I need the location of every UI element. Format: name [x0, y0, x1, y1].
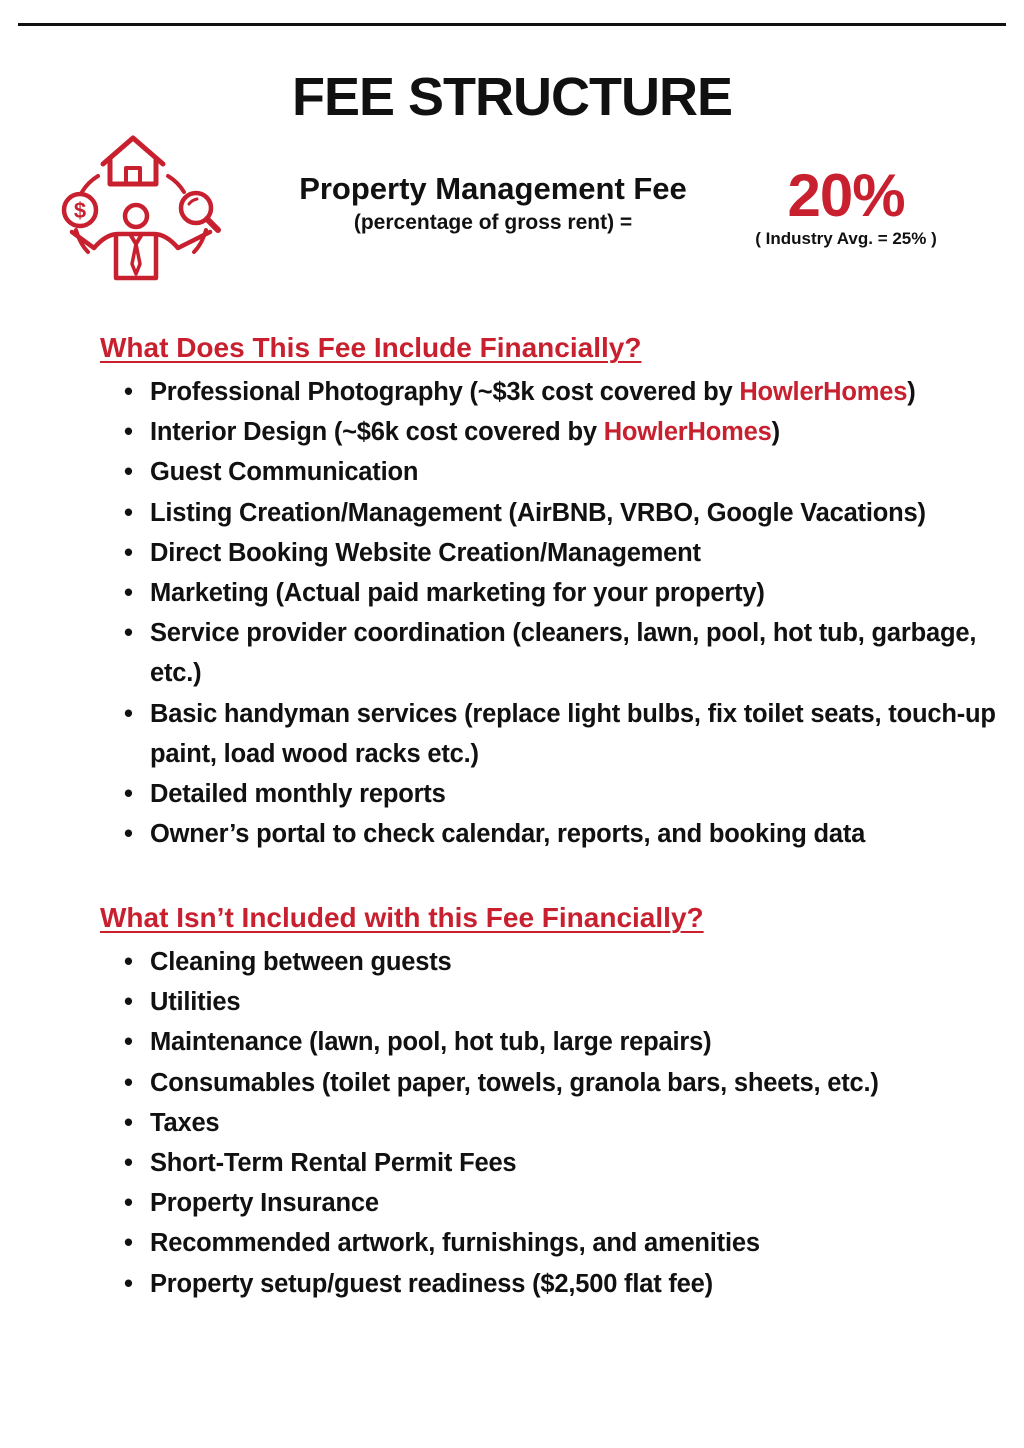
fee-label-title: Property Management Fee	[299, 171, 687, 206]
list-item: • Professional Photography (~$3k cost covered by HowlerHomes)	[120, 372, 1020, 412]
fee-percentage: 20%	[787, 162, 905, 229]
list-item: • Recommended artwork, furnishings, and amenities	[120, 1223, 880, 1263]
house-icon	[103, 138, 163, 184]
included-heading: What Does This Fee Include Financially?	[100, 332, 642, 363]
brand-name: HowlerHomes	[603, 418, 772, 447]
list-item: • Cleaning between guests	[120, 942, 880, 982]
list-item: • Consumables (toilet paper, towels, granola bars, sheets, etc.)	[120, 1063, 880, 1103]
list-item: • Interior Design (~$6k cost covered by HowlerHomes)	[120, 412, 1020, 452]
list-item: • Utilities	[120, 982, 880, 1022]
excluded-heading: What Isn’t Included with this Fee Financially?	[100, 902, 704, 933]
excluded-list	[120, 942, 880, 1304]
list-item: • Direct Booking Website Creation/Management	[120, 533, 1020, 573]
dollar-coin-icon	[64, 194, 96, 226]
list-item: • Short-Term Rental Permit Fees	[120, 1143, 880, 1183]
list-item: • Property Insurance	[120, 1183, 880, 1223]
fee-label-subtitle: (percentage of gross rent) =	[353, 211, 633, 234]
list-item: • Marketing (Actual paid marketing for your property)	[120, 573, 1020, 613]
page-title: FEE STRUCTURE	[291, 67, 732, 127]
included-list	[120, 372, 1020, 854]
list-item: • Listing Creation/Management (AirBNB, VRBO, Google Vacations)	[120, 493, 1020, 533]
top-divider	[18, 23, 1006, 26]
list-item: • Basic handyman services (replace light bulbs, fix toilet seats, touch-up paint, load wood racks etc.)	[120, 694, 1020, 774]
property-manager-icon	[58, 134, 224, 284]
list-item: • Property setup/guest readiness ($2,500 flat fee)	[120, 1264, 880, 1304]
list-item: • Detailed monthly reports	[120, 774, 1020, 814]
industry-average: ( Industry Avg. = 25% )	[755, 229, 937, 248]
brand-name: HowlerHomes	[739, 378, 908, 406]
list-item: • Guest Communication	[120, 452, 1020, 492]
fee-value-block	[726, 164, 966, 250]
svg-text:$: $	[73, 198, 87, 223]
list-item: • Owner’s portal to check calendar, reports, and booking data	[120, 814, 1020, 854]
magnifier-icon	[181, 193, 218, 230]
list-item: • Service provider coordination (cleaners, lawn, pool, hot tub, garbage, etc.)	[120, 613, 1020, 693]
list-item: • Maintenance (lawn, pool, hot tub, large repairs)	[120, 1022, 880, 1062]
list-item: • Taxes	[120, 1103, 880, 1143]
fee-label	[270, 170, 716, 238]
